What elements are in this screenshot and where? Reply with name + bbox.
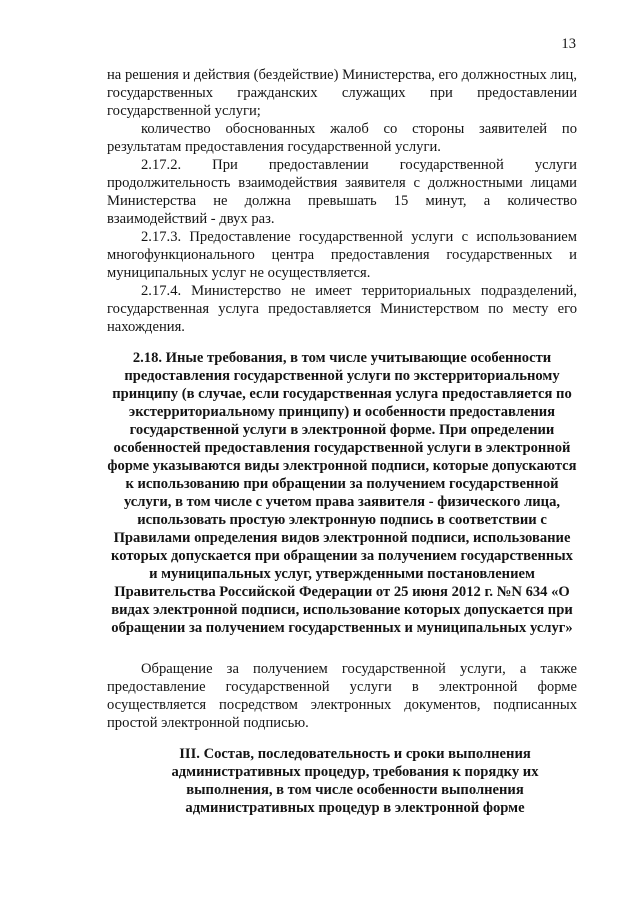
section-3-heading: III. Состав, последовательность и сроки выполнения административных процедур, требования к порядку их выполнения, в том числе особенности выполнения административных процедур в электронной форме [171, 746, 539, 816]
section-2-18-heading: 2.18. Иные требования, в том числе учитывающие особенности предоставления государственной услуги по экстерриториальному принципу (в случае, если государственная услуга предоставляется по экстерриториальному принципу) и особенности предоставления государственной услуги в электронной форме. При определении особенностей предоставления государственной услуги в электронной форме указываются виды электронной подписи, которые допускаются к использованию при обращении за получением государственной услуги, в том числе с учетом права заявителя - физического лица, использовать простую электронную подпись в соответствии с Правилами определения видов электронной подписи, использование которых допускается при обращении за получением государственных и муниципальных услуг, утвержденными постановлением Правительства Российской Федерации от 25 июня 2012 г. №N 634 «О видах электронной подписи, использование которых допускается при обращении за получением государственных и муниципальных услуг» [107, 350, 577, 636]
paragraph-2-17-3: 2.17.3. Предоставление государственной услуги с использованием многофункционального центра предоставления государственных и муниципальных услуг не осуществляется. [107, 229, 577, 281]
paragraph-2-17-2: 2.17.2. При предоставлении государственной услуги продолжительность взаимодействия заявителя с должностными лицами Министерства не должна превышать 15 минут, а количество взаимодействий - двух раз. [107, 157, 577, 227]
top-paragraphs [107, 66, 577, 336]
paragraph-complaints-count: количество обоснованных жалоб со стороны заявителей по результатам предоставления государственной услуги. [107, 121, 577, 155]
paragraph-2-17-4: 2.17.4. Министерство не имеет территориальных подразделений, государственная услуга предоставляется Министерством по месту его нахождения. [107, 283, 577, 335]
paragraph-complaints-scope: на решения и действия (бездействие) Министерства, его должностных лиц, государственных гражданских служащих при предоставлении государственной услуги; [107, 67, 577, 119]
paragraph-electronic-form: Обращение за получением государственной услуги, а также предоставление государственной услуги в электронной форме осуществляется посредством электронных документов, подписанных простой электронной подписью. [107, 661, 577, 731]
page-number: 13 [561, 36, 576, 52]
electronic-paragraph-block [107, 660, 577, 732]
